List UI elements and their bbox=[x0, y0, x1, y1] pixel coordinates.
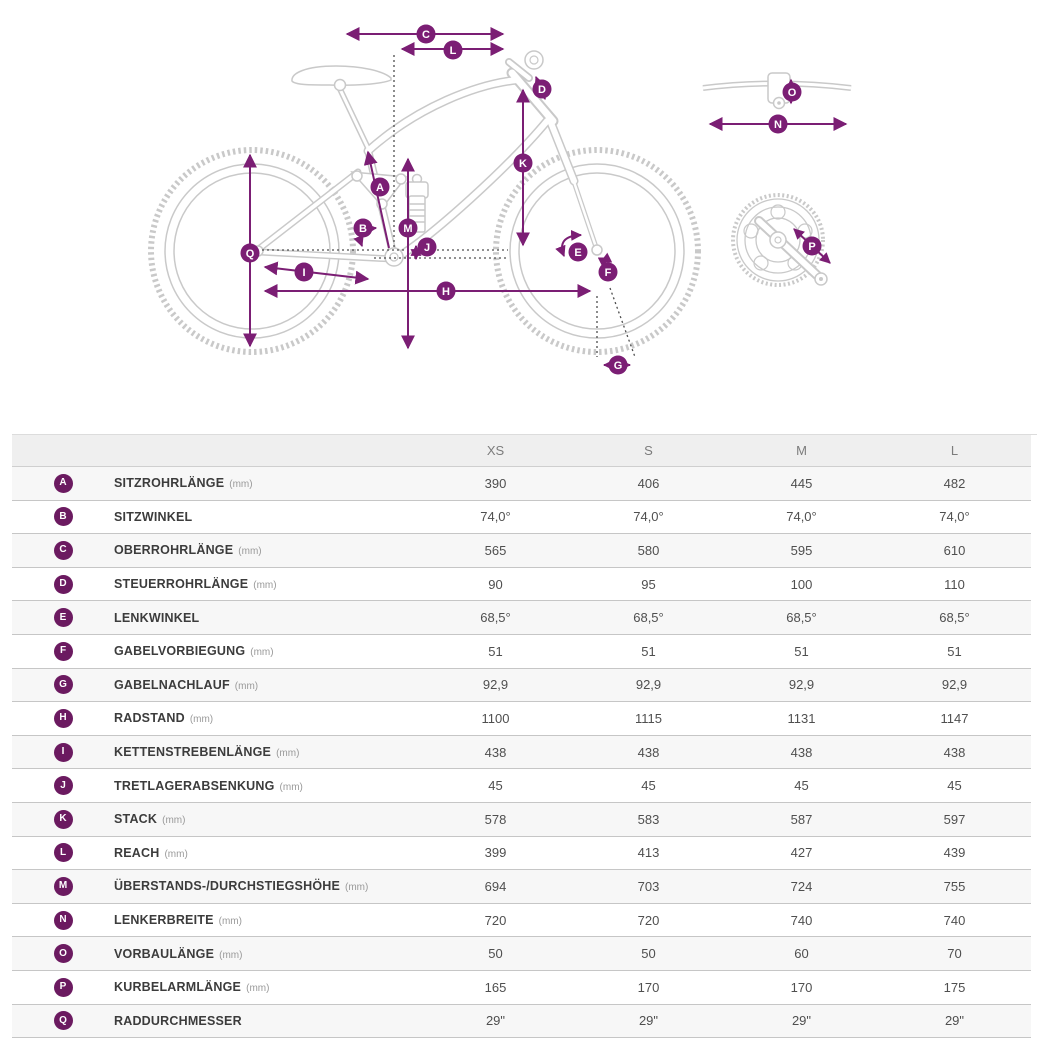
row-value: 1115 bbox=[635, 710, 662, 726]
diagram-badge-M bbox=[399, 219, 418, 238]
table-row bbox=[12, 669, 1031, 703]
handlebar-cross-section-icon bbox=[525, 51, 543, 69]
row-value: 580 bbox=[637, 542, 660, 558]
row-value: 724 bbox=[790, 878, 813, 894]
row-label-cell bbox=[114, 577, 419, 591]
svg-text:O: O bbox=[787, 86, 797, 99]
diagram-badge-O bbox=[783, 83, 802, 102]
row-value: 90 bbox=[488, 576, 503, 592]
row-label-cell bbox=[114, 611, 419, 625]
row-value: 51 bbox=[947, 643, 962, 659]
table-body bbox=[12, 467, 1031, 1038]
row-unit: (mm) bbox=[250, 647, 274, 659]
row-value: 720 bbox=[637, 912, 660, 928]
row-value: 68,5° bbox=[786, 610, 817, 626]
row-value: 438 bbox=[484, 744, 507, 760]
row-unit: (mm) bbox=[276, 748, 300, 760]
diagram-badge-J bbox=[418, 238, 437, 257]
row-value: 597 bbox=[943, 811, 966, 827]
svg-text:P: P bbox=[808, 240, 816, 253]
diagram-badge-A bbox=[371, 178, 390, 197]
geometry-diagram-svg bbox=[0, 0, 1049, 420]
diagram-badge-L bbox=[444, 41, 463, 60]
row-badge-cell bbox=[12, 911, 114, 930]
svg-text:N: N bbox=[774, 118, 782, 131]
row-value: 587 bbox=[790, 811, 813, 827]
row-badge-cell bbox=[12, 474, 114, 493]
row-badge-cell bbox=[12, 608, 114, 627]
row-value: 70 bbox=[947, 946, 962, 962]
size-column-header-l: L bbox=[950, 443, 959, 458]
row-label: GABELNACHLAUF bbox=[114, 677, 230, 692]
row-label: ÜBERSTANDS-/DURCHSTIEGSHÖHE bbox=[114, 879, 341, 894]
row-value: 100 bbox=[790, 576, 813, 592]
row-label: SITZWINKEL bbox=[114, 509, 193, 524]
table-row bbox=[12, 501, 1031, 535]
row-badge-cell bbox=[12, 1011, 114, 1030]
row-badge-cell bbox=[12, 743, 114, 762]
row-value: 390 bbox=[484, 475, 507, 491]
size-column-header-s: S bbox=[644, 443, 653, 458]
svg-text:E: E bbox=[574, 246, 582, 259]
table-row bbox=[12, 837, 1031, 871]
size-column-header-m: M bbox=[796, 443, 807, 458]
row-value: 755 bbox=[943, 878, 966, 894]
row-label: STACK bbox=[114, 812, 158, 827]
bike-geometry-diagram bbox=[0, 0, 1049, 420]
diagram-badge-H bbox=[437, 282, 456, 301]
row-value: 45 bbox=[641, 778, 656, 794]
row-value: 110 bbox=[944, 576, 965, 592]
row-value: 1147 bbox=[940, 710, 969, 726]
row-value: 50 bbox=[488, 946, 503, 962]
row-value: 1131 bbox=[787, 710, 816, 726]
row-label-cell bbox=[114, 476, 419, 490]
row-letter-badge: F bbox=[54, 642, 73, 661]
row-label-cell bbox=[114, 846, 419, 860]
svg-text:D: D bbox=[538, 83, 546, 96]
row-unit: (mm) bbox=[219, 949, 243, 961]
row-label-cell bbox=[114, 644, 419, 658]
row-unit: (mm) bbox=[279, 781, 303, 793]
row-value: 438 bbox=[637, 744, 660, 760]
row-value: 578 bbox=[484, 811, 507, 827]
diagram-badge-N bbox=[769, 115, 788, 134]
row-value: 92,9 bbox=[941, 677, 968, 693]
row-label-cell bbox=[114, 745, 419, 759]
row-unit: (mm) bbox=[162, 815, 186, 827]
row-value: 95 bbox=[641, 576, 656, 592]
row-label: KETTENSTREBENLÄNGE bbox=[114, 745, 272, 760]
diagram-badge-Q bbox=[241, 244, 260, 263]
row-badge-cell bbox=[12, 877, 114, 896]
svg-text:J: J bbox=[423, 241, 431, 254]
row-badge-cell bbox=[12, 978, 114, 997]
row-letter-badge: H bbox=[54, 709, 73, 728]
table-row bbox=[12, 534, 1031, 568]
row-value: 438 bbox=[790, 744, 813, 760]
row-value: 51 bbox=[794, 643, 809, 659]
row-value: 74,0° bbox=[939, 509, 970, 525]
row-label: RADDURCHMESSER bbox=[114, 1013, 242, 1028]
diagram-badge-F bbox=[599, 263, 618, 282]
row-unit: (mm) bbox=[218, 916, 242, 928]
table-row bbox=[12, 870, 1031, 904]
svg-text:F: F bbox=[604, 266, 612, 279]
diagram-badge-E bbox=[569, 243, 588, 262]
row-value: 92,9 bbox=[788, 677, 815, 693]
row-letter-badge: Q bbox=[54, 1011, 73, 1030]
row-label: SITZROHRLÄNGE bbox=[114, 476, 225, 491]
row-value: 170 bbox=[637, 979, 660, 995]
svg-text:A: A bbox=[376, 181, 384, 194]
row-value: 74,0° bbox=[786, 509, 817, 525]
row-letter-badge: M bbox=[54, 877, 73, 896]
row-letter-badge: N bbox=[54, 911, 73, 930]
row-badge-cell bbox=[12, 575, 114, 594]
svg-text:C: C bbox=[422, 28, 430, 41]
row-letter-badge: B bbox=[54, 507, 73, 526]
diagram-badge-G bbox=[609, 356, 628, 375]
row-value: 29" bbox=[638, 1013, 659, 1029]
row-value: 595 bbox=[790, 542, 813, 558]
svg-text:Q: Q bbox=[245, 247, 255, 260]
row-label-cell bbox=[114, 1014, 419, 1028]
row-letter-badge: G bbox=[54, 675, 73, 694]
row-label: KURBELARMLÄNGE bbox=[114, 980, 242, 995]
row-label-cell bbox=[114, 779, 419, 793]
row-label-cell bbox=[114, 913, 419, 927]
table-row bbox=[12, 635, 1031, 669]
row-value: 175 bbox=[943, 979, 966, 995]
row-value: 703 bbox=[637, 878, 660, 894]
row-unit: (mm) bbox=[164, 848, 188, 860]
handlebar-top-view-icon bbox=[703, 73, 851, 109]
row-value: 439 bbox=[943, 845, 966, 861]
row-letter-badge: C bbox=[54, 541, 73, 560]
row-letter-badge: A bbox=[54, 474, 73, 493]
row-letter-badge: E bbox=[54, 608, 73, 627]
row-value: 427 bbox=[790, 845, 813, 861]
row-value: 29" bbox=[944, 1013, 965, 1029]
row-value: 68,5° bbox=[480, 610, 511, 626]
diagram-badge-C bbox=[417, 25, 436, 44]
table-row bbox=[12, 702, 1031, 736]
table-row bbox=[12, 769, 1031, 803]
table-row bbox=[12, 904, 1031, 938]
row-unit: (mm) bbox=[345, 882, 369, 894]
table-row bbox=[12, 937, 1031, 971]
row-badge-cell bbox=[12, 776, 114, 795]
table-row bbox=[12, 601, 1031, 635]
row-value: 45 bbox=[947, 778, 962, 794]
row-label: REACH bbox=[114, 845, 160, 860]
row-value: 610 bbox=[943, 542, 966, 558]
diagram-badge-I bbox=[295, 263, 314, 282]
row-value: 438 bbox=[943, 744, 966, 760]
row-value: 406 bbox=[637, 475, 660, 491]
row-badge-cell bbox=[12, 810, 114, 829]
row-value: 565 bbox=[484, 542, 507, 558]
row-value: 720 bbox=[484, 912, 507, 928]
row-value: 74,0° bbox=[633, 509, 664, 525]
row-value: 45 bbox=[488, 778, 503, 794]
row-letter-badge: P bbox=[54, 978, 73, 997]
svg-text:H: H bbox=[442, 285, 450, 298]
arrow-F-fork-offset bbox=[601, 258, 609, 262]
row-unit: (mm) bbox=[189, 714, 214, 726]
row-value: 60 bbox=[794, 946, 809, 962]
seatpost-clamp-icon bbox=[335, 80, 346, 91]
row-label: VORBAULÄNGE bbox=[114, 946, 215, 961]
row-value: 92,9 bbox=[482, 677, 509, 693]
row-value: 694 bbox=[484, 878, 507, 894]
diagram-badge-B bbox=[354, 219, 373, 238]
row-value: 445 bbox=[790, 475, 813, 491]
svg-text:B: B bbox=[359, 222, 367, 235]
row-value: 45 bbox=[794, 778, 809, 794]
row-value: 74,0° bbox=[480, 509, 511, 525]
svg-text:L: L bbox=[449, 44, 457, 57]
row-label-cell bbox=[114, 711, 419, 725]
row-badge-cell bbox=[12, 507, 114, 526]
row-letter-badge: I bbox=[54, 743, 73, 762]
table-row bbox=[12, 736, 1031, 770]
row-label-cell bbox=[114, 980, 419, 994]
row-unit: (mm) bbox=[229, 479, 253, 491]
row-letter-badge: O bbox=[54, 944, 73, 963]
table-row bbox=[12, 467, 1031, 501]
row-badge-cell bbox=[12, 944, 114, 963]
diagram-badge-K bbox=[514, 154, 533, 173]
row-letter-badge: J bbox=[54, 776, 73, 795]
row-badge-cell bbox=[12, 843, 114, 862]
diagram-badge-P bbox=[803, 237, 822, 256]
row-label: LENKERBREITE bbox=[114, 913, 214, 928]
row-value: 413 bbox=[637, 845, 660, 861]
row-label-cell bbox=[114, 510, 419, 524]
svg-text:M: M bbox=[403, 222, 413, 235]
row-value: 740 bbox=[943, 912, 966, 928]
row-value: 92,9 bbox=[635, 677, 662, 693]
row-value: 170 bbox=[790, 979, 813, 995]
table-row bbox=[12, 971, 1031, 1005]
svg-text:I: I bbox=[302, 266, 306, 279]
row-label-cell bbox=[114, 678, 419, 692]
table-row bbox=[12, 568, 1031, 602]
svg-text:K: K bbox=[519, 157, 527, 170]
row-letter-badge: L bbox=[54, 843, 73, 862]
row-value: 51 bbox=[488, 643, 503, 659]
row-value: 583 bbox=[637, 811, 660, 827]
row-badge-cell bbox=[12, 642, 114, 661]
geometry-table bbox=[12, 434, 1037, 1038]
steering-axis-reference-line bbox=[610, 288, 635, 357]
row-label: GABELVORBIEGUNG bbox=[114, 644, 246, 659]
row-value: 51 bbox=[641, 643, 656, 659]
row-unit: (mm) bbox=[238, 546, 262, 558]
bike-artwork bbox=[151, 51, 851, 352]
row-unit: (mm) bbox=[234, 680, 259, 692]
row-label: STEUERROHRLÄNGE bbox=[114, 577, 249, 592]
row-value: 68,5° bbox=[939, 610, 970, 626]
row-value: 68,5° bbox=[633, 610, 664, 626]
row-value: 1100 bbox=[481, 710, 510, 726]
table-header-row bbox=[12, 435, 1031, 467]
row-value: 399 bbox=[484, 845, 507, 861]
bottom-bracket-icon bbox=[385, 248, 403, 266]
row-label: TRETLAGERABSENKUNG bbox=[114, 778, 275, 793]
row-value: 165 bbox=[484, 979, 507, 995]
row-badge-cell bbox=[12, 709, 114, 728]
row-label-cell bbox=[114, 812, 419, 826]
front-axle-icon bbox=[592, 245, 602, 255]
row-value: 29" bbox=[791, 1013, 812, 1029]
row-label: OBERROHRLÄNGE bbox=[114, 543, 234, 558]
table-row bbox=[12, 1005, 1031, 1039]
size-column-header-xs: XS bbox=[486, 443, 505, 458]
row-unit: (mm) bbox=[253, 580, 277, 592]
row-value: 740 bbox=[790, 912, 813, 928]
row-label: RADSTAND bbox=[114, 711, 185, 726]
row-value: 29" bbox=[485, 1013, 506, 1029]
row-label: LENKWINKEL bbox=[114, 610, 200, 625]
row-value: 482 bbox=[943, 475, 966, 491]
row-label-cell bbox=[114, 543, 419, 557]
svg-text:G: G bbox=[613, 359, 623, 372]
diagram-badge-D bbox=[533, 80, 552, 99]
row-value: 50 bbox=[641, 946, 656, 962]
row-badge-cell bbox=[12, 541, 114, 560]
row-label-cell bbox=[114, 879, 419, 893]
row-badge-cell bbox=[12, 675, 114, 694]
row-unit: (mm) bbox=[246, 983, 270, 995]
row-letter-badge: D bbox=[54, 575, 73, 594]
row-label-cell bbox=[114, 947, 419, 961]
row-letter-badge: K bbox=[54, 810, 73, 829]
table-row bbox=[12, 803, 1031, 837]
